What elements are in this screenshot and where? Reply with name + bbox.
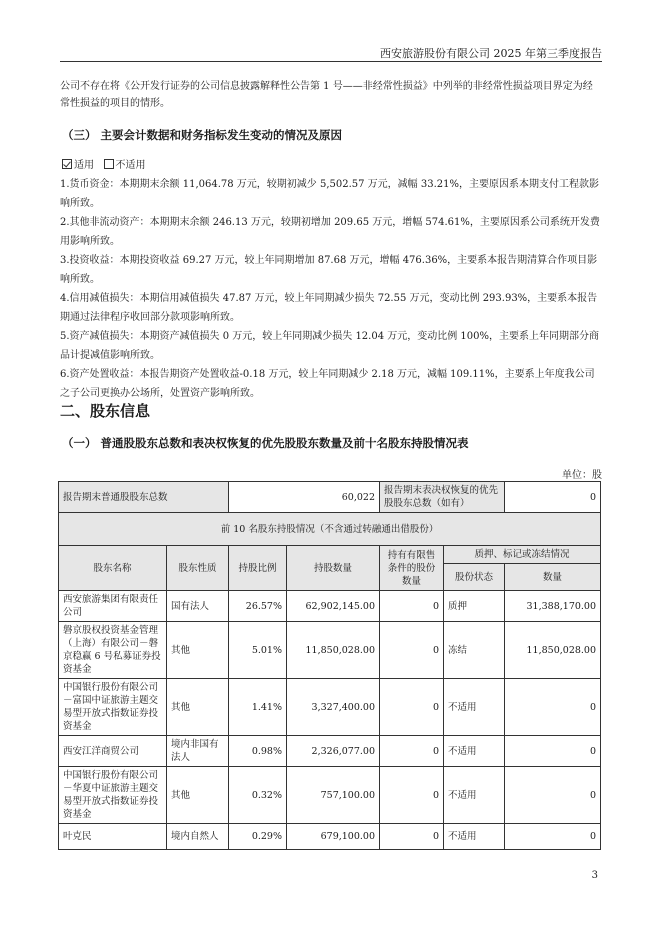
shareholder-table: [58, 481, 601, 850]
holding-ratio: 26.57%: [229, 591, 287, 622]
change-item: 4.信用减值损失：本期信用减值损失 47.87 万元，较上年同期减少损失 72.55 万元，变动比例 293.93%，主要系本报告期通过法律程序收回部分款项影响所致。: [60, 293, 598, 323]
holding-quantity: 11,850,028.00: [287, 622, 380, 679]
shareholder-nature: 境内自然人: [167, 824, 229, 850]
holding-ratio: 5.01%: [229, 622, 287, 679]
section-3-heading: （三） 主要会计数据和财务指标发生变动的情况及原因: [62, 128, 343, 142]
top10-title: 前 10 名股东持股情况（不含通过转融通出借股份）: [59, 513, 601, 546]
summary-row: [59, 482, 601, 513]
header-divider: [60, 61, 602, 62]
holding-ratio: 1.41%: [229, 679, 287, 736]
section-2-1-heading: （一） 普通股股东总数和表决权恢复的优先股股东数量及前十名股东持股情况表: [62, 436, 469, 450]
preferred-shareholders-value: 0: [505, 482, 601, 513]
shareholder-name: 西安江洋商贸公司: [59, 736, 167, 767]
share-status: 不适用: [444, 767, 505, 824]
restricted-shares: 0: [380, 622, 444, 679]
unchecked-checkbox-icon: [104, 159, 114, 169]
pledge-amount: 31,388,170.00: [505, 591, 601, 622]
change-item: 5.资产减值损失：本期资产减值损失 0 万元，较上年同期减少损失 12.04 万元，变动比例 100%，主要系上年同期部分商品计提减值影响所致。: [60, 331, 600, 361]
col-header-pledge-group: 质押、标记或冻结情况: [444, 546, 601, 564]
share-status: 质押: [444, 591, 505, 622]
table-row: [59, 622, 601, 679]
table-row: [59, 736, 601, 767]
holding-quantity: 3,327,400.00: [287, 679, 380, 736]
pledge-amount: 0: [505, 767, 601, 824]
change-reasons-list: [60, 175, 600, 403]
pledge-amount: 0: [505, 824, 601, 850]
col-header-amount: 数量: [505, 564, 601, 591]
col-header-status: 股份状态: [444, 564, 505, 591]
shareholder-name: 磐京股权投资基金管理（上海）有限公司－磐京稳赢 6 号私募证券投资基金: [59, 622, 167, 679]
table-row: [59, 767, 601, 824]
pledge-amount: 11,850,028.00: [505, 622, 601, 679]
holding-quantity: 62,902,145.00: [287, 591, 380, 622]
restricted-shares: 0: [380, 591, 444, 622]
report-header-title: 西安旅游股份有限公司 2025 年第三季度报告: [380, 47, 602, 60]
unit-label: 单位：股: [562, 470, 602, 481]
restricted-shares: 0: [380, 736, 444, 767]
preferred-shareholders-label: 报告期末表决权恢复的优先股股东总数（如有）: [380, 482, 505, 513]
holding-ratio: 0.32%: [229, 767, 287, 824]
holding-ratio: 0.98%: [229, 736, 287, 767]
restricted-shares: 0: [380, 767, 444, 824]
change-item: 2.其他非流动资产：本期期末余额 246.13 万元，较期初增加 209.65 万元，增幅 574.61%，主要原因系公司系统开发费用影响所致。: [60, 217, 600, 247]
holding-ratio: 0.29%: [229, 824, 287, 850]
table-row: [59, 591, 601, 622]
col-header-name: 股东名称: [59, 546, 167, 591]
shareholder-name: 叶克民: [59, 824, 167, 850]
header-row: [59, 546, 601, 564]
shareholder-nature: 其他: [167, 622, 229, 679]
share-status: 不适用: [444, 679, 505, 736]
shareholder-name: 中国银行股份有限公司－富国中证旅游主题交易型开放式指数证券投资基金: [59, 679, 167, 736]
share-status: 不适用: [444, 824, 505, 850]
share-status: 不适用: [444, 736, 505, 767]
total-shareholders-value: 60,022: [229, 482, 380, 513]
table-row: [59, 679, 601, 736]
holding-quantity: 679,100.00: [287, 824, 380, 850]
col-header-restricted: 持有有限售条件的股份数量: [380, 546, 444, 591]
applicability-checkboxes: [62, 156, 146, 171]
shareholder-nature: 境内非国有法人: [167, 736, 229, 767]
change-item: 6.资产处置收益：本报告期资产处置收益-0.18 万元，较上年同期减少 2.18 万元，减幅 109.11%，主要系上年度我公司之子公司更换办公场所，处置资产影响所致。: [60, 369, 595, 399]
holding-quantity: 757,100.00: [287, 767, 380, 824]
restricted-shares: 0: [380, 679, 444, 736]
change-item: 1.货币资金：本期期末余额 11,064.78 万元，较期初减少 5,502.57 万元，减幅 33.21%，主要原因系本期支付工程款影响所致。: [60, 179, 599, 209]
not-applicable-label: 不适用: [115, 160, 146, 171]
holding-quantity: 2,326,077.00: [287, 736, 380, 767]
change-item: 3.投资收益：本期投资收益 69.27 万元，较上年同期增加 87.68 万元，增幅 476.36%，主要系本报告期清算合作项目影响所致。: [60, 255, 598, 285]
share-status: 冻结: [444, 622, 505, 679]
shareholder-nature: 其他: [167, 679, 229, 736]
pledge-amount: 0: [505, 736, 601, 767]
col-header-quantity: 持股数量: [287, 546, 380, 591]
shareholder-nature: 其他: [167, 767, 229, 824]
section-2-heading: 二、股东信息: [60, 402, 151, 420]
total-shareholders-label: 报告期末普通股股东总数: [59, 482, 229, 513]
intro-paragraph: 公司不存在将《公开发行证券的公司信息披露解释性公告第 1 号——非经常性损益》中列举的非经常性损益项目界定为经常性损益的项目的情形。: [60, 81, 593, 109]
table-row: [59, 824, 601, 850]
restricted-shares: 0: [380, 824, 444, 850]
shareholder-name: 西安旅游集团有限责任公司: [59, 591, 167, 622]
col-header-nature: 股东性质: [167, 546, 229, 591]
applicable-label: 适用: [74, 160, 94, 171]
col-header-ratio: 持股比例: [229, 546, 287, 591]
pledge-amount: 0: [505, 679, 601, 736]
page-number: 3: [591, 870, 598, 881]
shareholder-name: 中国银行股份有限公司－华夏中证旅游主题交易型开放式指数证券投资基金: [59, 767, 167, 824]
shareholder-nature: 国有法人: [167, 591, 229, 622]
checked-checkbox-icon: [62, 159, 72, 169]
top10-title-row: [59, 513, 601, 546]
